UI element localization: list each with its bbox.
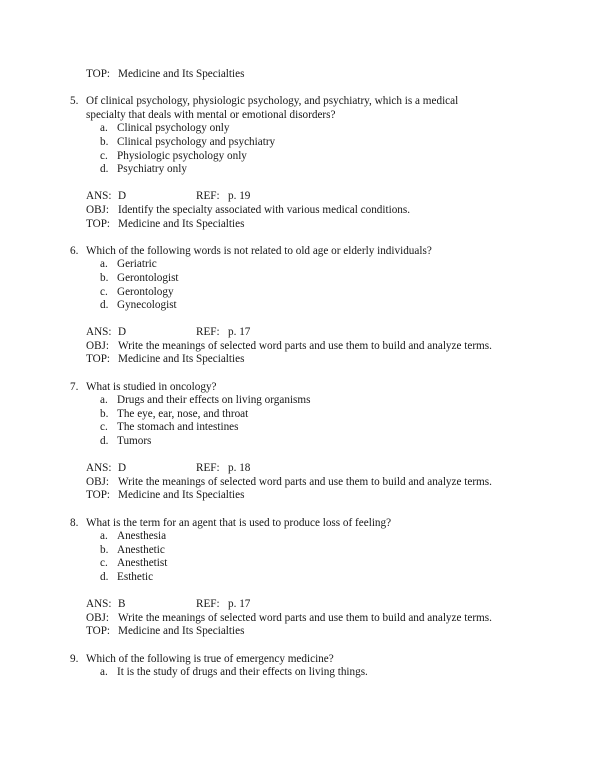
option-text: Clinical psychology and psychiatry [117,135,276,148]
question-header [70,95,500,122]
option-item[interactable] [100,666,500,680]
topic-row [86,218,500,232]
topic-value: Medicine and Its Specialties [118,625,245,638]
option-letter: c. [100,285,108,298]
option-item[interactable] [100,136,500,150]
answer-label: ANS: [86,190,112,203]
questions-list [70,95,500,680]
answer-block [86,190,500,231]
orphan-meta-line [86,68,500,82]
topic-label: TOP: [86,217,111,230]
option-item[interactable] [100,258,500,272]
question-text: What is the term for an agent that is used to produce loss of feeling? [86,516,392,529]
option-letter: a. [100,530,108,543]
question-number: 5. [70,95,79,108]
question-header [70,245,500,259]
objective-value: Identify the specialty associated with various medical conditions. [118,203,411,216]
option-letter: c. [100,149,108,162]
topic-value: Medicine and Its Specialties [118,489,245,502]
topic-row [86,489,500,503]
answer-value: D [118,190,127,203]
option-item[interactable] [100,272,500,286]
reference-value: p. 18 [228,462,251,475]
objective-value: Write the meanings of selected word parts and use them to build and analyze terms. [118,611,492,624]
question-block [70,381,500,503]
option-letter: a. [100,394,108,407]
option-text: Anesthetic [117,543,165,556]
objective-value: Write the meanings of selected word parts and use them to build and analyze terms. [118,339,492,352]
question-block [70,245,500,367]
question-number: 6. [70,244,79,257]
answer-reference-row [86,462,500,476]
option-list [100,394,500,448]
option-text: Anesthetist [117,557,168,570]
option-list [100,666,500,680]
option-list [100,122,500,176]
option-letter: b. [100,407,109,420]
topic-row [86,353,500,367]
question-block [70,517,500,639]
answer-block [86,462,500,503]
option-letter: d. [100,435,109,448]
reference-label: REF: [196,462,220,475]
objective-row [86,612,500,626]
objective-value: Write the meanings of selected word parts and use them to build and analyze terms. [118,475,492,488]
answer-reference-row [86,190,500,204]
option-item[interactable] [100,408,500,422]
topic-value: Medicine and Its Specialties [118,353,245,366]
option-text: It is the study of drugs and their effects on living things. [117,666,368,679]
option-text: Gerontology [117,285,174,298]
objective-row [86,476,500,490]
option-letter: b. [100,271,109,284]
objective-row [86,340,500,354]
reference-value: p. 17 [228,326,251,339]
option-text: Gynecologist [117,299,177,312]
question-header [70,381,500,395]
option-item[interactable] [100,557,500,571]
question-text: Of clinical psychology, physiologic psychology, and psychiatry, which is a medical specialty that deals with mental or emotional disorders? [86,95,459,121]
reference-label: REF: [196,326,220,339]
objective-label: OBJ: [86,475,110,488]
question-number: 9. [70,652,79,665]
question-number: 7. [70,380,79,393]
option-letter: a. [100,258,108,271]
option-item[interactable] [100,435,500,449]
option-text: The eye, ear, nose, and throat [117,407,249,420]
option-letter: d. [100,163,109,176]
question-header [70,653,500,667]
question-text: What is studied in oncology? [86,380,217,393]
option-text: Drugs and their effects on living organisms [117,394,311,407]
option-letter: c. [100,421,108,434]
option-text: Esthetic [117,570,154,583]
orphan-meta-value: Medicine and Its Specialties [118,68,245,80]
answer-label: ANS: [86,598,112,611]
topic-label: TOP: [86,489,111,502]
option-item[interactable] [100,122,500,136]
question-header [70,517,500,531]
option-list [100,258,500,312]
reference-value: p. 19 [228,190,251,203]
answer-value: D [118,462,127,475]
reference-label: REF: [196,190,220,203]
question-text: Which of the following is true of emergency medicine? [86,652,334,665]
option-text: Gerontologist [117,271,179,284]
option-letter: d. [100,570,109,583]
option-text: Anesthesia [117,530,167,543]
question-text: Which of the following words is not related to old age or elderly individuals? [86,244,432,257]
option-letter: b. [100,135,109,148]
option-text: Clinical psychology only [117,122,230,135]
answer-block [86,598,500,639]
answer-value: D [118,326,127,339]
option-item[interactable] [100,286,500,300]
answer-value: B [118,598,126,611]
option-letter: c. [100,557,108,570]
topic-row [86,625,500,639]
option-text: The stomach and intestines [117,421,239,434]
answer-reference-row [86,598,500,612]
option-letter: a. [100,666,108,679]
reference-label: REF: [196,598,220,611]
answer-label: ANS: [86,326,112,339]
answer-block [86,326,500,367]
topic-label: TOP: [86,625,111,638]
option-text: Physiologic psychology only [117,149,247,162]
objective-label: OBJ: [86,339,110,352]
question-block [70,653,500,680]
answer-reference-row [86,326,500,340]
option-item[interactable] [100,571,500,585]
orphan-meta-label: TOP: [86,68,111,80]
option-text: Tumors [117,435,152,448]
option-list [100,530,500,584]
topic-value: Medicine and Its Specialties [118,217,245,230]
question-block [70,95,500,231]
document-content [70,68,500,680]
objective-row [86,204,500,218]
option-item[interactable] [100,163,500,177]
option-item[interactable] [100,421,500,435]
option-letter: b. [100,543,109,556]
option-item[interactable] [100,150,500,164]
option-item[interactable] [100,299,500,313]
objective-label: OBJ: [86,611,110,624]
question-number: 8. [70,516,79,529]
option-item[interactable] [100,394,500,408]
answer-label: ANS: [86,462,112,475]
reference-value: p. 17 [228,598,251,611]
option-letter: a. [100,122,108,135]
option-letter: d. [100,299,109,312]
objective-label: OBJ: [86,203,110,216]
option-item[interactable] [100,530,500,544]
topic-label: TOP: [86,353,111,366]
option-text: Psychiatry only [117,163,187,176]
option-text: Geriatric [117,258,157,271]
option-item[interactable] [100,544,500,558]
